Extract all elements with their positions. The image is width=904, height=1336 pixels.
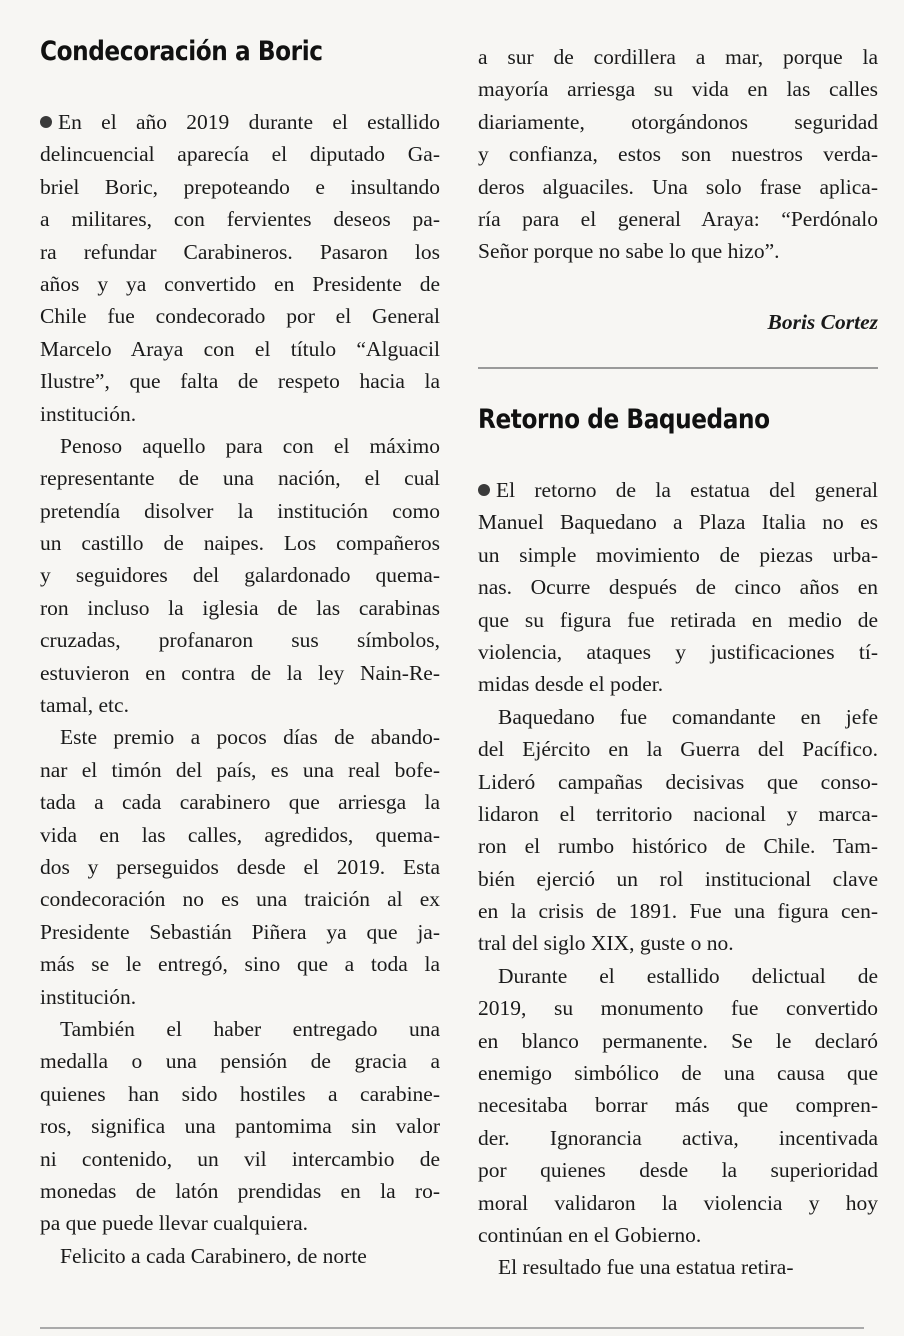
paragraph (40, 1240, 440, 1272)
text-line: lidaron el territorio nacional y marca- (478, 801, 878, 826)
text-line: Felicito a cada Carabinero, de norte (60, 1243, 367, 1268)
paragraph (40, 721, 440, 1013)
text-line: por quienes desde la superioridad (478, 1158, 878, 1183)
text-line: nas. Ocurre después de cinco años en (478, 575, 878, 600)
text-line: estuvieron en contra de la ley Nain-Re- (40, 660, 440, 685)
article-body (478, 474, 878, 1284)
text-line: ra refundar Carabineros. Pasaron los (40, 239, 440, 264)
text-line: medalla o una pensión de gracia a (40, 1049, 440, 1074)
text-line: del Ejército en la Guerra del Pacífico. (478, 737, 878, 762)
text-line: tral del siglo XIX, guste o no. (478, 931, 734, 956)
text-line: mayoría arriesga su vida en las calles (478, 77, 878, 102)
text-line: Ilustre”, que falta de respeto hacia la (40, 369, 440, 394)
bullet-icon (478, 484, 490, 496)
paragraph (478, 1251, 878, 1283)
text-line: Penoso aquello para con el máximo (60, 433, 440, 458)
text-line: der. Ignorancia activa, incentivada (478, 1125, 878, 1150)
text-line: institución. (40, 984, 137, 1009)
bullet-icon (40, 116, 52, 128)
text-line: y seguidores del galardonado quema- (40, 563, 440, 588)
article-title: Condecoración a Boric (40, 36, 323, 67)
text-line: años y ya convertido en Presidente de (40, 271, 440, 296)
text-line: enemigo simbólico de una causa que (478, 1061, 878, 1086)
text-line: En el año 2019 durante el estallido (40, 106, 440, 138)
text-line: representante de una nación, el cual (40, 466, 440, 491)
text-line: 2019, su monumento fue convertido (478, 996, 878, 1021)
paragraph (40, 1013, 440, 1240)
paragraph (478, 474, 878, 701)
text-line: Lideró campañas decisivas que conso- (478, 769, 878, 794)
text-line: ron el rumbo histórico de Chile. Tam- (478, 834, 878, 859)
article-continuation (478, 41, 878, 268)
text-line: vida en las calles, agredidos, quema- (40, 822, 440, 847)
text-line: a militares, con fervientes deseos pa- (40, 207, 440, 232)
text-line: El retorno de la estatua del general (478, 474, 878, 506)
text-line: Señor porque no sabe lo que hizo”. (478, 239, 780, 264)
text-line: ros, significa una pantomima sin valor (40, 1114, 440, 1139)
text-line: Chile fue condecorado por el General (40, 304, 440, 329)
page-bottom-rule (40, 1327, 864, 1329)
article-body (40, 106, 440, 1272)
text-line: Manuel Baquedano a Plaza Italia no es (478, 510, 878, 535)
text-line: continúan en el Gobierno. (478, 1222, 702, 1247)
text-line: El resultado fue una estatua retira- (498, 1255, 794, 1280)
text-line: y confianza, estos son nuestros verda- (478, 142, 878, 167)
text-line: También el haber entregado una (60, 1016, 440, 1041)
text-line: ni contenido, un vil intercambio de (40, 1146, 440, 1171)
author-signature: Boris Cortez (767, 310, 878, 334)
text-line: moral validaron la violencia y hoy (478, 1190, 878, 1215)
text-line: bién ejerció un rol institucional clave (478, 866, 878, 891)
text-line: pretendía disolver la institución como (40, 498, 440, 523)
text-line: Presidente Sebastián Piñera ya que ja- (40, 919, 440, 944)
text-line: diariamente, otorgándonos seguridad (478, 109, 878, 134)
text-line: cruzadas, profanaron sus símbolos, (40, 628, 440, 653)
text-line: violencia, ataques y justificaciones tí- (478, 639, 878, 664)
text-line: Este premio a pocos días de abando- (60, 725, 440, 750)
article-title: Retorno de Baquedano (478, 404, 770, 435)
text-line: delincuencial aparecía el diputado Ga- (40, 142, 440, 167)
paragraph (478, 701, 878, 960)
text-line: midas desde el poder. (478, 672, 664, 697)
text-line: un castillo de naipes. Los compañeros (40, 531, 440, 556)
text-line: dos y perseguidos desde el 2019. Esta (40, 854, 440, 879)
text-line: briel Boric, prepoteando e insultando (40, 174, 440, 199)
text-line: ron incluso la iglesia de las carabinas (40, 595, 440, 620)
text-line: que su figura fue retirada en medio de (478, 607, 878, 632)
paragraph (40, 106, 440, 430)
text-line: deros alguaciles. Una solo frase aplica- (478, 174, 878, 199)
text-line: pa que puede llevar cualquiera. (40, 1211, 309, 1236)
text-line: Baquedano fue comandante en jefe (498, 704, 878, 729)
text-line: en la crisis de 1891. Fue una figura cen- (478, 899, 878, 924)
text-line: nar el timón del país, es una real bofe- (40, 757, 440, 782)
text-line: condecoración no es una traición al ex (40, 887, 440, 912)
text-line: un simple movimiento de piezas urba- (478, 542, 878, 567)
text-line: quienes han sido hostiles a carabine- (40, 1081, 440, 1106)
paragraph (478, 960, 878, 1252)
text-line: monedas de latón prendidas en la ro- (40, 1178, 440, 1203)
text-line: Marcelo Araya con el título “Alguacil (40, 336, 440, 361)
text-line: tamal, etc. (40, 693, 129, 718)
text-line: ría para el general Araya: “Perdónalo (478, 206, 878, 231)
text-line: tada a cada carabinero que arriesga la (40, 790, 440, 815)
text-line: a sur de cordillera a mar, porque la (478, 45, 878, 69)
text-line: más se le entregó, sino que a toda la (40, 952, 440, 977)
section-divider (478, 367, 878, 369)
text-line: necesitaba borrar más que compren- (478, 1093, 878, 1118)
text-line: en blanco permanente. Se le declaró (478, 1028, 878, 1053)
text-line: Durante el estallido delictual de (498, 963, 878, 988)
paragraph (40, 430, 440, 722)
text-line: institución. (40, 401, 137, 426)
